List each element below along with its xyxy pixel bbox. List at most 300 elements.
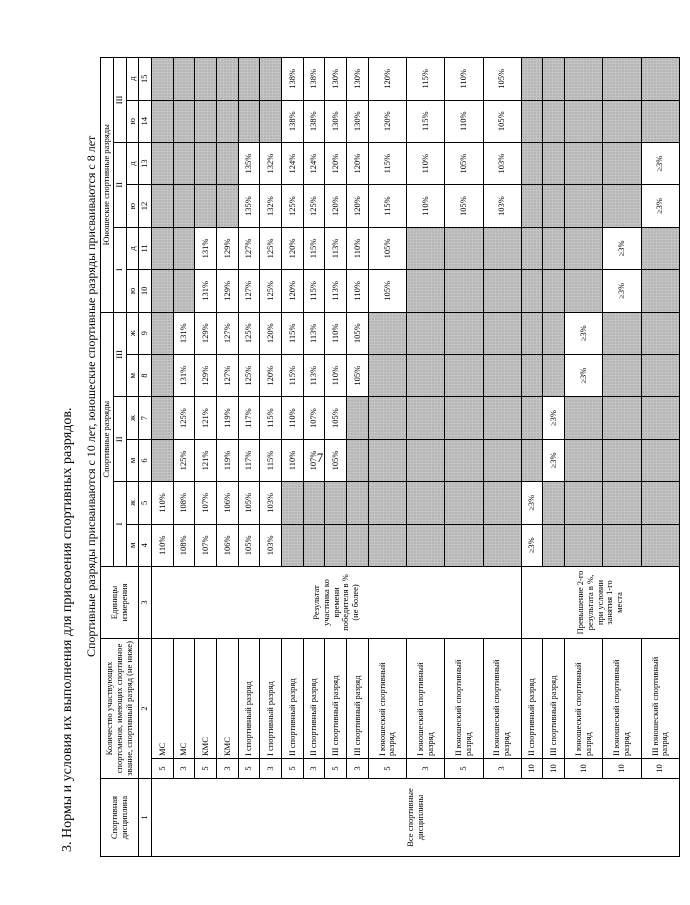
norm-value-cell — [521, 100, 543, 142]
participant-count: 5 — [282, 759, 304, 779]
header-gender-zh: ж — [126, 312, 139, 354]
norm-value-cell — [543, 524, 565, 566]
norm-value-cell — [173, 227, 195, 269]
norm-value-cell: ≥3% — [603, 270, 641, 312]
norm-value-cell: 125% — [173, 397, 195, 439]
norm-value-cell — [565, 185, 603, 227]
norm-value-cell — [282, 524, 304, 566]
norm-value-cell: 120% — [368, 58, 406, 101]
table-row — [260, 58, 282, 857]
norm-value-cell: ≥3% — [521, 524, 543, 566]
column-number: 11 — [139, 227, 152, 269]
norm-value-cell — [325, 524, 347, 566]
participant-rank: III спортивный разряд — [347, 638, 369, 758]
norm-value-cell — [641, 439, 679, 481]
norm-value-cell — [641, 58, 679, 101]
header-units: Единицы измерения — [101, 566, 139, 638]
norm-value-cell: ≥3% — [521, 482, 543, 524]
norm-value-cell: 130% — [347, 58, 369, 101]
norm-value-cell — [483, 524, 521, 566]
table-row — [195, 58, 217, 857]
norm-value-cell — [368, 524, 406, 566]
norm-value-cell: 115% — [260, 397, 282, 439]
norm-value-cell: 110% — [407, 185, 445, 227]
norm-value-cell: 105% — [483, 100, 521, 142]
table-row — [368, 58, 406, 857]
norm-value-cell — [521, 439, 543, 481]
header-gender-zh: ж — [126, 482, 139, 524]
norm-value-cell: 107% — [195, 482, 217, 524]
norm-value-cell — [368, 482, 406, 524]
participant-count: 10 — [641, 759, 679, 779]
norm-value-cell — [543, 185, 565, 227]
norm-value-cell — [445, 524, 483, 566]
norm-value-cell — [641, 270, 679, 312]
norm-value-cell — [603, 185, 641, 227]
norm-value-cell: 113% — [303, 312, 325, 354]
norm-value-cell — [347, 439, 369, 481]
norm-value-cell: 106% — [217, 524, 239, 566]
norm-value-cell — [347, 397, 369, 439]
norm-value-cell: 119% — [217, 397, 239, 439]
norm-value-cell — [347, 524, 369, 566]
norm-value-cell — [368, 397, 406, 439]
norm-value-cell — [543, 482, 565, 524]
norm-value-cell — [347, 482, 369, 524]
table-row — [238, 58, 260, 857]
participant-rank: II спортивный разряд — [303, 638, 325, 758]
norm-value-cell — [521, 142, 543, 184]
norms-table — [100, 57, 680, 857]
norm-value-cell: 125% — [260, 270, 282, 312]
norm-value-cell: 105% — [445, 185, 483, 227]
norm-value-cell: 113% — [325, 227, 347, 269]
norm-value-cell: 125% — [282, 185, 304, 227]
norm-value-cell — [173, 185, 195, 227]
norm-value-cell — [238, 58, 260, 101]
participant-rank: КМС — [217, 638, 239, 758]
norm-value-cell — [565, 482, 603, 524]
norm-value-cell: 113% — [303, 354, 325, 396]
norm-value-cell: 120% — [368, 100, 406, 142]
table-row — [282, 58, 304, 857]
norm-value-cell — [152, 100, 174, 142]
participant-count: 3 — [483, 759, 521, 779]
norm-value-cell: 124% — [282, 142, 304, 184]
norm-value-cell — [282, 482, 304, 524]
norm-value-cell: 105% — [347, 354, 369, 396]
participant-rank: КМС — [195, 638, 217, 758]
norm-value-cell — [152, 58, 174, 101]
table-caption: Спортивные разряды присваиваются с 10 лет, юношеские спортивные разряды присваиваются с 8 лет — [84, 135, 98, 657]
norm-value-cell — [407, 524, 445, 566]
norm-value-cell: 110% — [282, 439, 304, 481]
column-number: 7 — [139, 397, 152, 439]
header-gender-zh: ж — [126, 397, 139, 439]
norm-value-cell: 130% — [347, 100, 369, 142]
norm-value-cell: 106% — [217, 482, 239, 524]
norm-value-cell: 110% — [445, 100, 483, 142]
norm-value-cell: 120% — [282, 270, 304, 312]
participant-count: 3 — [173, 759, 195, 779]
header-gender-d: д — [126, 227, 139, 269]
norm-value-cell: 105% — [325, 397, 347, 439]
norm-value-cell — [543, 142, 565, 184]
norm-value-cell: 108% — [173, 482, 195, 524]
norm-value-cell: 105% — [238, 482, 260, 524]
norm-value-cell — [483, 312, 521, 354]
norm-value-cell: 125% — [173, 439, 195, 481]
table-row — [407, 58, 445, 857]
norm-value-cell — [303, 482, 325, 524]
norm-value-cell: 138% — [303, 58, 325, 101]
norm-value-cell — [543, 270, 565, 312]
participant-rank: I юношеский спортивный разряд — [368, 638, 406, 758]
norm-value-cell — [195, 142, 217, 184]
norm-value-cell: 129% — [217, 227, 239, 269]
participant-count: 10 — [603, 759, 641, 779]
norm-value-cell — [217, 100, 239, 142]
norm-value-cell: 110% — [445, 58, 483, 101]
header-row-1 — [101, 58, 114, 857]
norm-value-cell: 115% — [260, 439, 282, 481]
participant-rank: МС — [173, 638, 195, 758]
header-gender-m: м — [126, 524, 139, 566]
participant-count: 3 — [407, 759, 445, 779]
participant-rank: II юношеский спортивный разряд — [445, 638, 483, 758]
norm-value-cell — [543, 100, 565, 142]
norm-value-cell: 105% — [325, 439, 347, 481]
norm-value-cell — [483, 397, 521, 439]
norm-value-cell — [407, 397, 445, 439]
norm-value-cell — [521, 227, 543, 269]
participant-count: 5 — [325, 759, 347, 779]
header-youth-rank-2: II — [113, 142, 126, 227]
table-row — [483, 58, 521, 857]
norm-value-cell: 105% — [445, 142, 483, 184]
norm-value-cell: 127% — [217, 312, 239, 354]
norm-value-cell — [238, 100, 260, 142]
norm-value-cell — [521, 58, 543, 101]
table-row — [152, 58, 174, 857]
table-row — [173, 58, 195, 857]
norm-value-cell: 125% — [260, 227, 282, 269]
norm-value-cell — [152, 397, 174, 439]
norm-value-cell — [195, 100, 217, 142]
header-youth-rank-1: I — [113, 227, 126, 312]
norm-value-cell: 138% — [282, 100, 304, 142]
column-number: 9 — [139, 312, 152, 354]
norm-value-cell: ≥3% — [641, 142, 679, 184]
column-number: 2 — [139, 638, 152, 778]
norm-value-cell — [325, 482, 347, 524]
participant-rank: II спортивный разряд — [282, 638, 304, 758]
norm-value-cell: 131% — [173, 312, 195, 354]
norm-value-cell — [603, 439, 641, 481]
norm-value-cell: 125% — [238, 354, 260, 396]
participant-count: 3 — [260, 759, 282, 779]
header-youth-rank-3: III — [113, 58, 126, 143]
norm-value-cell — [641, 524, 679, 566]
norm-value-cell — [641, 397, 679, 439]
norm-value-cell: 132% — [260, 142, 282, 184]
table-row — [543, 58, 565, 857]
norm-value-cell — [565, 270, 603, 312]
participant-rank: II спортивный разряд — [521, 638, 543, 758]
norm-value-cell — [483, 439, 521, 481]
header-sport-ranks: Спортивные разряды — [101, 312, 114, 566]
column-number: 6 — [139, 439, 152, 481]
header-participants: Количество участвующих спортсменов, имеющих спортивное звание, спортивный разряд (не ниже) — [101, 638, 139, 778]
norm-value-cell: 110% — [347, 270, 369, 312]
norm-value-cell: ≥3% — [565, 354, 603, 396]
norm-value-cell: 115% — [407, 58, 445, 101]
norm-value-cell: 124% — [303, 142, 325, 184]
norm-value-cell — [407, 270, 445, 312]
norm-value-cell: 119% — [217, 439, 239, 481]
participant-rank: I спортивный разряд — [260, 638, 282, 758]
norm-value-cell — [603, 58, 641, 101]
norm-value-cell — [565, 524, 603, 566]
norm-value-cell: 131% — [173, 354, 195, 396]
norm-value-cell: 129% — [195, 354, 217, 396]
norm-value-cell: 103% — [260, 524, 282, 566]
participant-count: 10 — [543, 759, 565, 779]
norm-value-cell: 110% — [152, 482, 174, 524]
norm-value-cell: 107% — [195, 524, 217, 566]
participant-count: 5 — [238, 759, 260, 779]
norm-value-cell: 103% — [260, 482, 282, 524]
norm-value-cell — [521, 312, 543, 354]
header-gender-m: м — [126, 354, 139, 396]
norm-value-cell — [217, 58, 239, 101]
norm-value-cell — [260, 100, 282, 142]
participant-count: 5 — [152, 759, 174, 779]
norm-value-cell: 105% — [238, 524, 260, 566]
participant-rank: I юношеский спортивный разряд — [407, 638, 445, 758]
column-number: 3 — [139, 566, 152, 638]
header-gender-d: д — [126, 142, 139, 184]
norm-value-cell: 138% — [303, 100, 325, 142]
norm-value-cell — [368, 354, 406, 396]
header-gender-yu: ю — [126, 185, 139, 227]
norm-value-cell — [152, 185, 174, 227]
norm-value-cell: 127% — [238, 270, 260, 312]
norm-value-cell — [603, 312, 641, 354]
norm-value-cell: ≥3% — [543, 397, 565, 439]
column-number: 4 — [139, 524, 152, 566]
participant-count: 10 — [521, 759, 543, 779]
norm-value-cell: ≥3% — [603, 227, 641, 269]
norm-value-cell: ≥3% — [565, 312, 603, 354]
participant-rank: II юношеский спортивный разряд — [603, 638, 641, 758]
norm-value-cell — [565, 227, 603, 269]
norm-value-cell: 120% — [260, 354, 282, 396]
norm-value-cell: ≥3% — [543, 439, 565, 481]
norm-value-cell — [407, 354, 445, 396]
norm-value-cell: 121% — [195, 397, 217, 439]
norm-value-cell: 108% — [173, 524, 195, 566]
norm-value-cell — [445, 439, 483, 481]
norm-value-cell: 127% — [238, 227, 260, 269]
norm-value-cell — [483, 354, 521, 396]
units-cell: Превышение 2-го результата в %, при условии занятия 1-го места — [521, 566, 679, 638]
header-gender-yu: ю — [126, 270, 139, 312]
norm-value-cell: 121% — [195, 439, 217, 481]
participant-count: 5 — [445, 759, 483, 779]
norm-value-cell — [368, 439, 406, 481]
norm-value-cell — [641, 482, 679, 524]
norm-value-cell: 135% — [238, 185, 260, 227]
norm-value-cell — [483, 227, 521, 269]
table-row — [303, 58, 325, 857]
norm-value-cell — [543, 354, 565, 396]
norm-value-cell — [445, 354, 483, 396]
norm-value-cell — [173, 58, 195, 101]
norm-value-cell: 129% — [195, 312, 217, 354]
norm-value-cell — [173, 270, 195, 312]
norm-value-cell — [407, 482, 445, 524]
table-row — [641, 58, 679, 857]
norm-value-cell — [603, 142, 641, 184]
norm-value-cell: 110% — [282, 397, 304, 439]
norm-value-cell — [603, 524, 641, 566]
norm-value-cell — [173, 100, 195, 142]
participant-rank: МС — [152, 638, 174, 758]
norm-value-cell: 129% — [217, 270, 239, 312]
units-cell: Результат участника ко времени победителя в % (не более) — [152, 566, 522, 638]
norm-value-cell — [445, 227, 483, 269]
participant-rank: I спортивный разряд — [238, 638, 260, 758]
norm-value-cell — [543, 227, 565, 269]
header-gender-d: д — [126, 58, 139, 101]
header-gender-yu: ю — [126, 100, 139, 142]
norm-value-cell — [641, 100, 679, 142]
norm-value-cell — [445, 482, 483, 524]
header-youth-ranks: Юношеские спортивные разряды — [101, 58, 114, 313]
section-heading: 3. Нормы и условия их выполнения для присвоения спортивных разрядов. — [60, 407, 75, 852]
norm-value-cell: 115% — [368, 185, 406, 227]
norm-value-cell — [407, 312, 445, 354]
norm-value-cell — [521, 354, 543, 396]
norm-value-cell — [260, 58, 282, 101]
table-row — [445, 58, 483, 857]
norm-value-cell: 103% — [483, 185, 521, 227]
participant-count: 3 — [347, 759, 369, 779]
table-row — [565, 58, 603, 857]
norm-value-cell — [407, 227, 445, 269]
norm-value-cell — [603, 482, 641, 524]
norm-value-cell — [152, 227, 174, 269]
norm-value-cell — [407, 439, 445, 481]
norm-value-cell: 120% — [347, 185, 369, 227]
norm-value-cell: 131% — [195, 270, 217, 312]
discipline-cell: Все спортивные дисциплины — [152, 779, 680, 857]
norm-value-cell — [521, 397, 543, 439]
column-number: 1 — [139, 779, 152, 857]
page-number: 7 — [316, 450, 324, 465]
header-sport-rank-1: I — [113, 482, 126, 567]
norm-value-cell: 110% — [152, 524, 174, 566]
participant-count: 5 — [368, 759, 406, 779]
norm-value-cell: 130% — [325, 58, 347, 101]
norm-value-cell — [368, 312, 406, 354]
norm-value-cell — [543, 58, 565, 101]
header-gender-m: м — [126, 439, 139, 481]
norm-value-cell: 131% — [195, 227, 217, 269]
norm-value-cell: 115% — [407, 100, 445, 142]
norm-value-cell — [603, 397, 641, 439]
table-row — [603, 58, 641, 857]
norm-value-cell: 127% — [217, 354, 239, 396]
norm-value-cell — [603, 354, 641, 396]
participant-count: 10 — [565, 759, 603, 779]
table-row — [217, 58, 239, 857]
participant-count: 3 — [217, 759, 239, 779]
norm-value-cell — [217, 185, 239, 227]
participant-rank: III спортивный разряд — [543, 638, 565, 758]
norm-value-cell — [195, 58, 217, 101]
participant-rank: I юношеский спортивный разряд — [565, 638, 603, 758]
table-row — [347, 58, 369, 857]
norm-value-cell: 125% — [238, 312, 260, 354]
norm-value-cell: 135% — [238, 142, 260, 184]
norm-value-cell — [173, 142, 195, 184]
header-sport-rank-3: III — [113, 312, 126, 397]
norm-value-cell: 125% — [303, 185, 325, 227]
norm-value-cell — [217, 142, 239, 184]
norm-value-cell: 120% — [325, 185, 347, 227]
column-number: 10 — [139, 270, 152, 312]
norm-value-cell: 115% — [282, 312, 304, 354]
norm-value-cell — [641, 354, 679, 396]
norm-value-cell — [445, 270, 483, 312]
norm-value-cell: 105% — [483, 58, 521, 101]
norm-value-cell: 107% — [303, 397, 325, 439]
participant-count: 3 — [303, 759, 325, 779]
norm-value-cell — [603, 100, 641, 142]
norm-value-cell: 120% — [260, 312, 282, 354]
norm-value-cell — [152, 142, 174, 184]
participant-rank: III спортивный разряд — [325, 638, 347, 758]
norm-value-cell — [152, 312, 174, 354]
column-number: 12 — [139, 185, 152, 227]
header-discipline: Спортивная дисциплина — [101, 779, 139, 857]
header-sport-rank-2: II — [113, 397, 126, 482]
norm-value-cell — [195, 185, 217, 227]
norm-value-cell: 117% — [238, 439, 260, 481]
norm-value-cell: 105% — [347, 312, 369, 354]
norm-value-cell: 113% — [325, 270, 347, 312]
norm-value-cell: 105% — [368, 270, 406, 312]
norm-value-cell: 103% — [483, 142, 521, 184]
norm-value-cell: 130% — [325, 100, 347, 142]
norm-value-cell — [543, 312, 565, 354]
norm-value-cell: 115% — [303, 227, 325, 269]
column-number: 8 — [139, 354, 152, 396]
norm-value-cell — [445, 312, 483, 354]
norm-value-cell — [303, 524, 325, 566]
norm-value-cell — [565, 58, 603, 101]
participant-rank: II юношеский спортивный разряд — [483, 638, 521, 758]
norm-value-cell: 132% — [260, 185, 282, 227]
norm-value-cell — [152, 354, 174, 396]
norm-value-cell — [641, 312, 679, 354]
norms-table-body — [152, 58, 680, 857]
participant-count: 5 — [195, 759, 217, 779]
norm-value-cell: ≥3% — [641, 185, 679, 227]
norm-value-cell — [565, 142, 603, 184]
